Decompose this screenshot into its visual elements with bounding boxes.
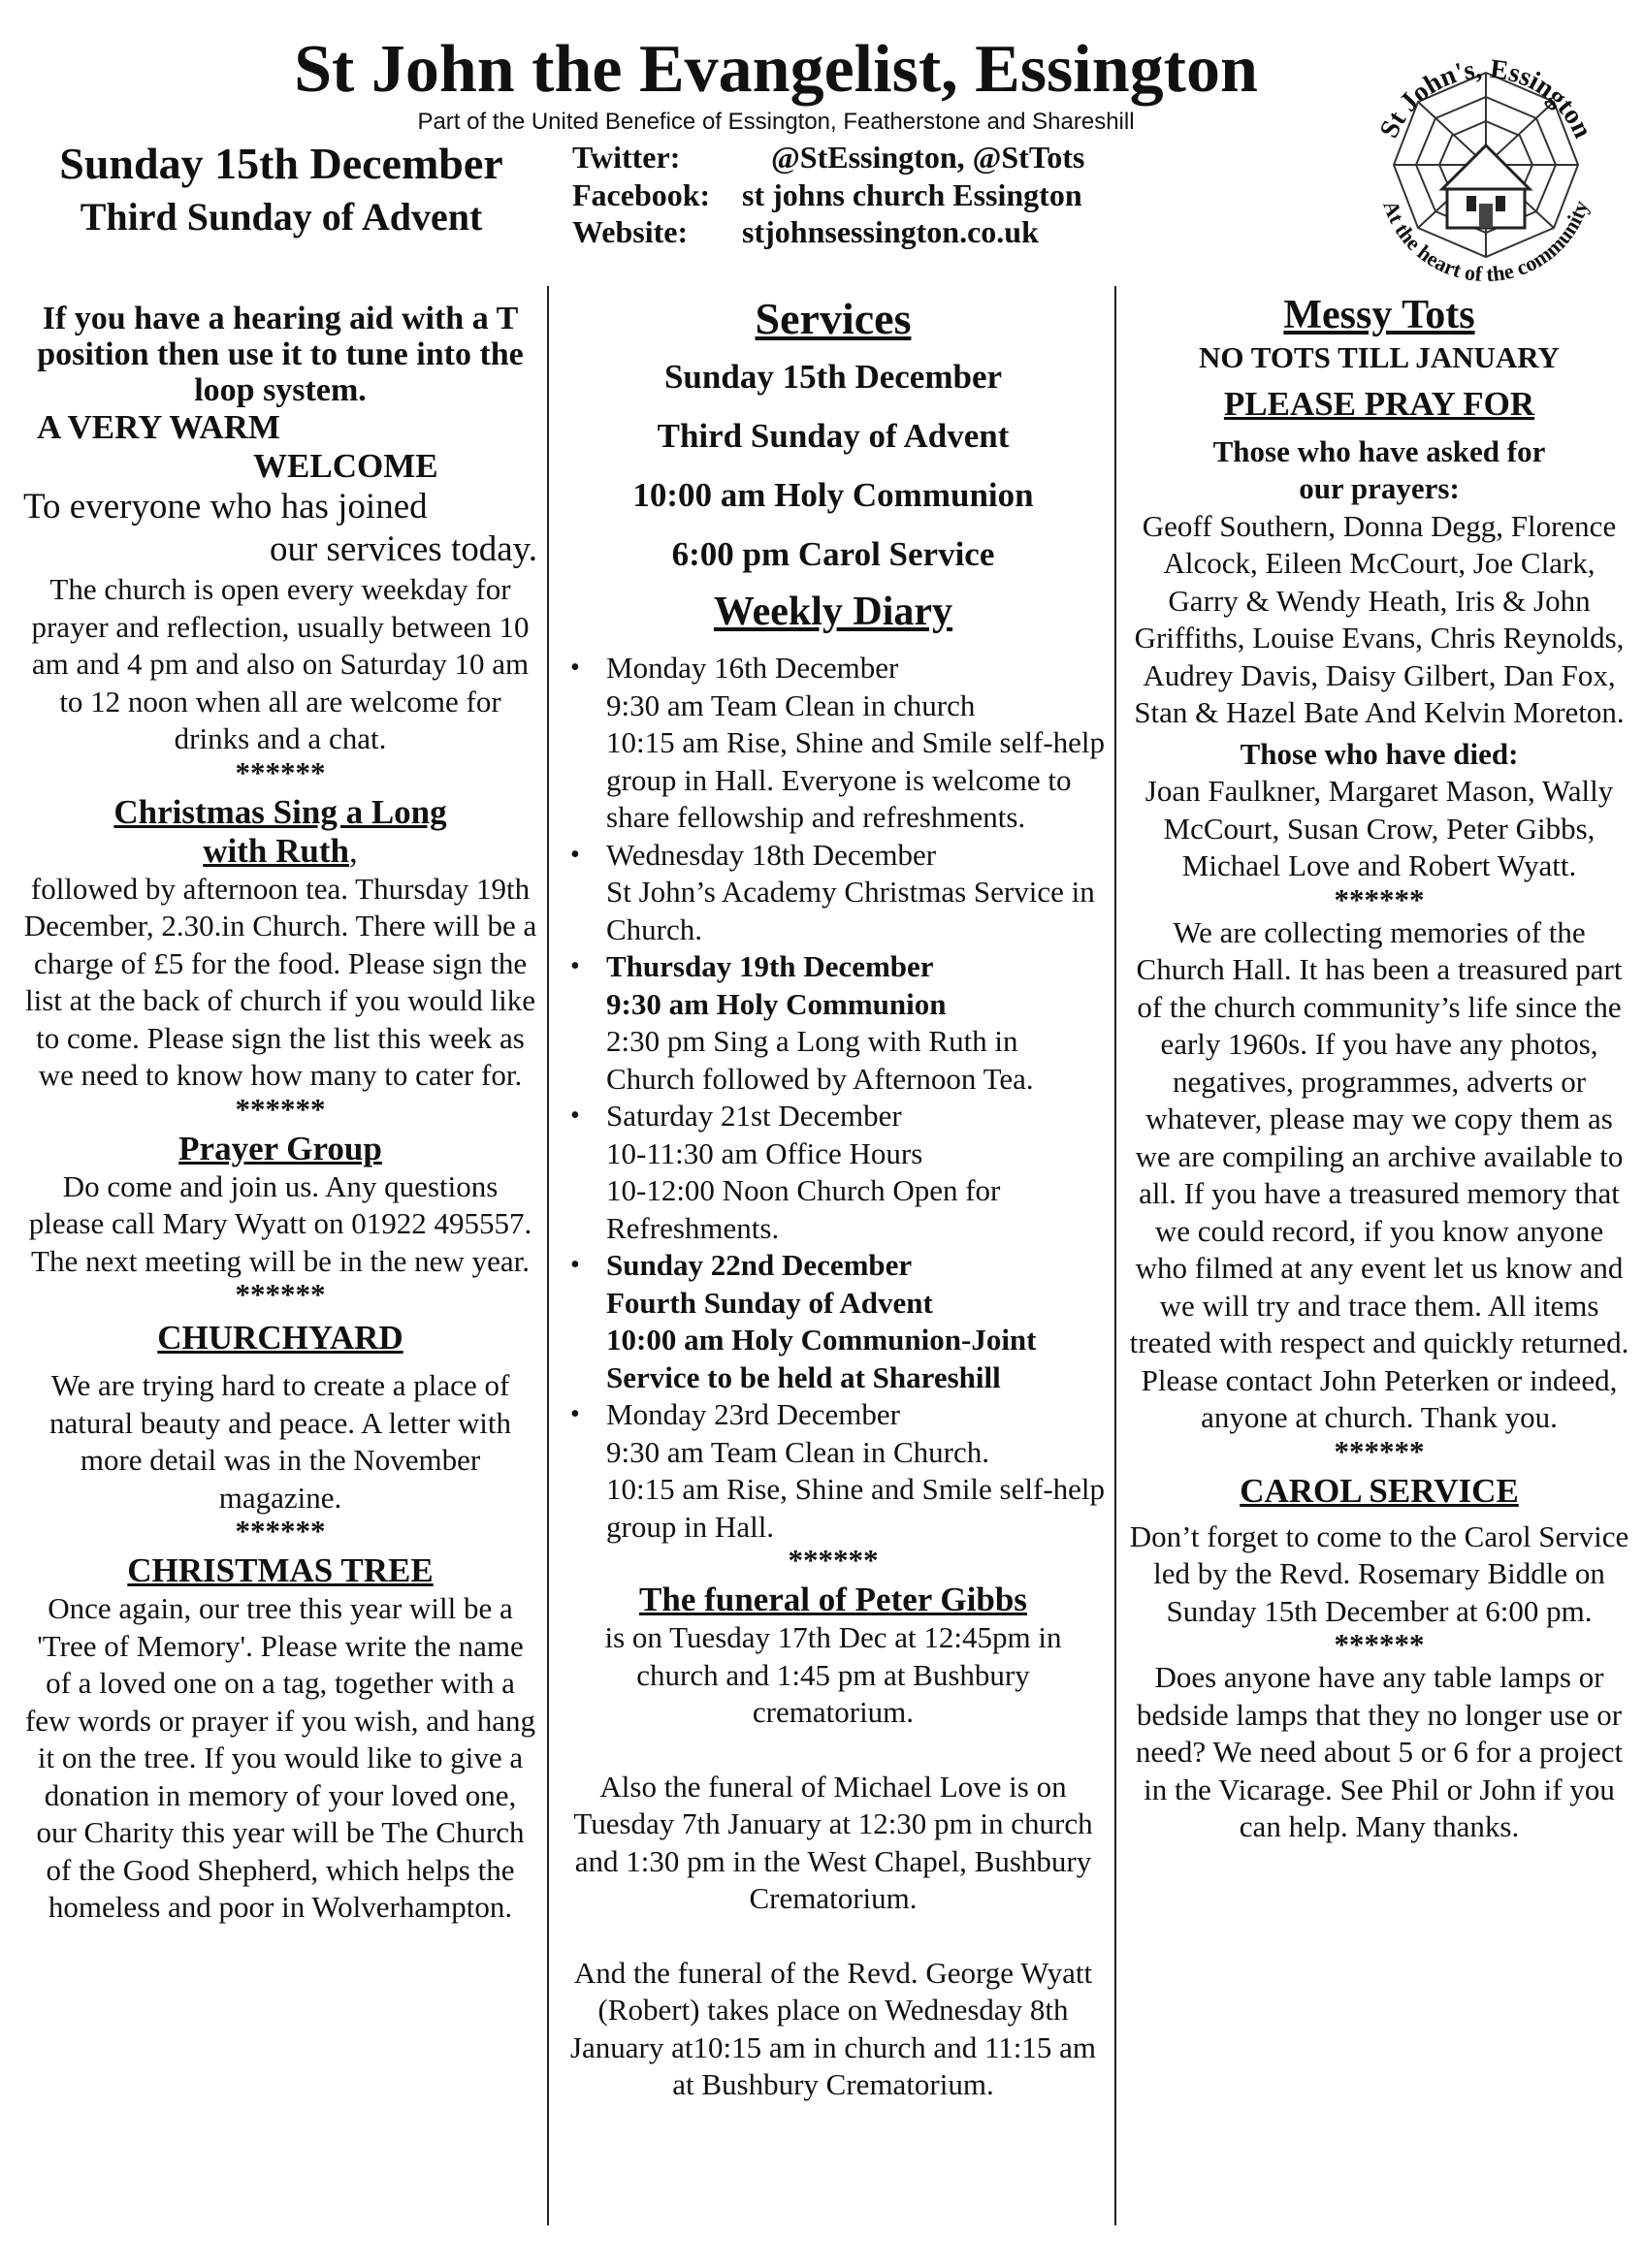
weekly-diary-heading: Weekly Diary	[713, 590, 953, 634]
singalong-text: followed by afternoon tea. Thursday 19th December, 2.30.in Church. There will be a charge of £5 for the food. Please sign the list at the back of church if you would like to come. Please sign the list this week as we need to know how many to cater for.	[23, 871, 537, 1092]
diary-event: 10:15 am Rise, Shine and Smile self-help group in Hall. Everyone is welcome to share fellowship and refreshments.	[606, 725, 1106, 834]
prayer-group-text: Do come and join us. Any questions please call Mary Wyatt on 01922 495557. The next meeting will be in the new year.	[28, 1168, 532, 1278]
diary-day: • Monday 23rd December	[606, 1397, 901, 1431]
diary-day: • Wednesday 18th December	[606, 837, 937, 872]
column-left	[23, 291, 537, 1927]
diary-event: 2:30 pm Sing a Long with Ruth in Church followed by Afternoon Tea.	[606, 1024, 1034, 1096]
diary-entry	[561, 1098, 1106, 1247]
funeral-gibbs-text: is on Tuesday 17th Dec at 12:45pm in church and 1:45 pm at Bushbury crematorium.	[604, 1620, 1062, 1729]
funeral-heading: The funeral of Peter Gibbs	[639, 1581, 1027, 1618]
singalong-heading: Christmas Sing a Long	[113, 792, 447, 831]
hall-memories-text: We are collecting memories of the Church Hall. It has been a treasured part of the church community’s life since the early 1960s. If you have any photos, negatives, programmes, adverts or whatever, please may we copy them as we are compiling an archive available to all. If you have a treasured memory that we could record, if you know anyone who filmed at any event let us know and we will try and trace them. All items treated with respect and quickly returned. Please contact John Peterken or indeed, anyone at church. Thank you.	[1129, 914, 1629, 1434]
messy-tots-heading: Messy Tots	[1283, 293, 1475, 337]
twitter-handle: @StEssington, @StTots	[771, 140, 1085, 175]
service-occasion: Third Sunday of Advent	[80, 195, 483, 239]
churchyard-text: We are trying hard to create a place of natural beauty and peace. A letter with more detail was in the November magazine.	[48, 1368, 511, 1515]
weekly-diary-list	[561, 650, 1106, 1546]
lamps-request-text: Does anyone have any table lamps or bedside lamps that they no longer use or need? We need about 5 or 6 for a project in the Vicarage. See Phil or John if you can help. Many thanks.	[1135, 1660, 1624, 1843]
column-divider-right	[1114, 286, 1116, 2225]
diary-day: • Sunday 22nd December	[606, 1248, 913, 1282]
separator: ******	[235, 1277, 326, 1311]
christmas-tree-text: Once again, our tree this year will be a 'Tree of Memory'. Please write the name of a loved one on a tag, together with a few words or prayer if you wish, and hang it on the tree. If you would like to give a donation in memory of your loved one, our Charity this year will be The Church of the Good Shepherd, which helps the homeless and poor in Wolverhampton.	[24, 1591, 535, 1924]
church-open-text: The church is open every weekday for prayer and reflection, usually between 10 am and 4 pm and also on Saturday 10 am to 12 noon when all are welcome for drinks and a chat.	[31, 572, 530, 755]
diary-event: Fourth Sunday of Advent	[606, 1285, 933, 1320]
diary-event: 10-11:30 am Office Hours	[606, 1135, 923, 1170]
churchyard-heading: CHURCHYARD	[157, 1319, 403, 1357]
christmas-tree-heading: CHRISTMAS TREE	[127, 1551, 434, 1589]
welcome-line-2: WELCOME	[253, 447, 438, 485]
facebook-label: Facebook:	[572, 177, 711, 212]
column-right	[1127, 291, 1631, 1846]
service-line: Sunday 15th December	[663, 358, 1003, 396]
benefice-subtitle: Part of the United Benefice of Essington, Featherstone and Shareshill	[417, 109, 1135, 135]
diary-day: • Saturday 21st December	[606, 1099, 902, 1133]
separator: ******	[788, 1543, 879, 1577]
service-line: 6:00 pm Carol Service	[671, 535, 995, 573]
separator: ******	[1334, 1433, 1425, 1468]
diary-event: 9:30 am Team Clean in church	[606, 687, 976, 722]
website-url: stjohnsessington.co.uk	[742, 214, 1039, 249]
diary-entry	[561, 837, 1106, 949]
separator: ******	[235, 1091, 326, 1126]
service-line: 10:00 am Holy Communion	[632, 476, 1034, 514]
prayer-group-heading: Prayer Group	[178, 1129, 382, 1167]
carol-service-heading: CAROL SERVICE	[1240, 1471, 1519, 1510]
funeral-love-text: Also the funeral of Michael Love is on Tuesday 7th January at 12:30 pm in church and 1:30 pm in the West Chapel, Bushbury Crematorium.	[573, 1769, 1093, 1915]
diary-event: St John’s Academy Christmas Service in Church.	[606, 875, 1095, 946]
separator: ******	[235, 1514, 326, 1548]
diary-day: • Thursday 19th December	[606, 949, 934, 983]
column-divider-left	[547, 286, 549, 2225]
diary-entry	[561, 1247, 1106, 1396]
welcome-line-1: A VERY WARM	[37, 408, 280, 446]
carol-service-text: Don’t forget to come to the Carol Service led by the Revd. Rosemary Biddle on Sunday 15th December at 6:00 pm.	[1129, 1518, 1629, 1628]
service-line: Third Sunday of Advent	[657, 417, 1010, 455]
church-logo	[1350, 29, 1622, 301]
singalong-heading-2	[23, 832, 537, 871]
page-title: St John the Evangelist, Essington	[294, 32, 1258, 107]
died-names: Joan Faulkner, Margaret Mason, Wally McCourt, Susan Crow, Peter Gibbs, Michael Love and Robert Wyatt.	[1144, 774, 1614, 882]
separator: ******	[235, 754, 326, 789]
asked-prayers-heading: Those who have asked for our prayers:	[1212, 433, 1546, 505]
singalong-comma: ,	[348, 831, 358, 870]
hearing-loop-notice: If you have a hearing aid with a T position then use it to tune into the loop system.	[37, 301, 524, 408]
twitter-label: Twitter:	[572, 140, 681, 175]
diary-entry	[561, 1396, 1106, 1546]
pray-for-heading: PLEASE PRAY FOR	[1223, 384, 1535, 423]
diary-event: 10:00 am Holy Communion-Joint Service to be held at Shareshill	[606, 1323, 1037, 1394]
logo-top-text: St John's, Essington	[1373, 53, 1598, 144]
column-middle	[561, 291, 1106, 2104]
singalong-heading-ruth: with Ruth	[203, 831, 349, 870]
died-heading: Those who have died:	[1240, 736, 1519, 771]
funeral-wyatt-text: And the funeral of the Revd. George Wyatt (Robert) takes place on Wednesday 8th January at10:15 am in church and 11:15 am at Bushbury Crematorium.	[569, 1955, 1097, 2101]
diary-event: 10-12:00 Noon Church Open for Refreshments.	[606, 1173, 1001, 1245]
diary-entry	[561, 650, 1106, 837]
diary-event: 10:15 am Rise, Shine and Smile self-help group in Hall.	[606, 1472, 1106, 1544]
messy-tots-note: NO TOTS TILL JANUARY	[1199, 340, 1560, 374]
church-building-icon	[1442, 145, 1530, 228]
diary-day: • Monday 16th December	[606, 651, 899, 685]
diary-entry	[561, 948, 1106, 1098]
logo-bottom-text: At the heart of the community	[1378, 197, 1594, 287]
joined-line-2: our services today.	[269, 529, 537, 569]
separator: ******	[1334, 1627, 1425, 1661]
separator: ******	[1334, 881, 1425, 916]
services-heading: Services	[755, 294, 912, 343]
asked-prayers-names: Geoff Southern, Donna Degg, Florence Alcock, Eileen McCourt, Joe Clark, Garry & Wendy Heath, Iris & John Griffiths, Louise Evans, Chris Reynolds, Audrey Davis, Daisy Gilbert, Dan Fox, Stan & Hazel Bate And Kelvin Moreton.	[1134, 508, 1625, 729]
diary-event: 9:30 am Holy Communion	[606, 986, 947, 1021]
joined-line-1: To everyone who has joined	[23, 487, 428, 527]
service-date: Sunday 15th December	[59, 139, 503, 188]
facebook-name: st johns church Essington	[742, 177, 1082, 212]
website-label: Website:	[572, 214, 689, 249]
diary-event: 9:30 am Team Clean in Church.	[606, 1434, 990, 1469]
